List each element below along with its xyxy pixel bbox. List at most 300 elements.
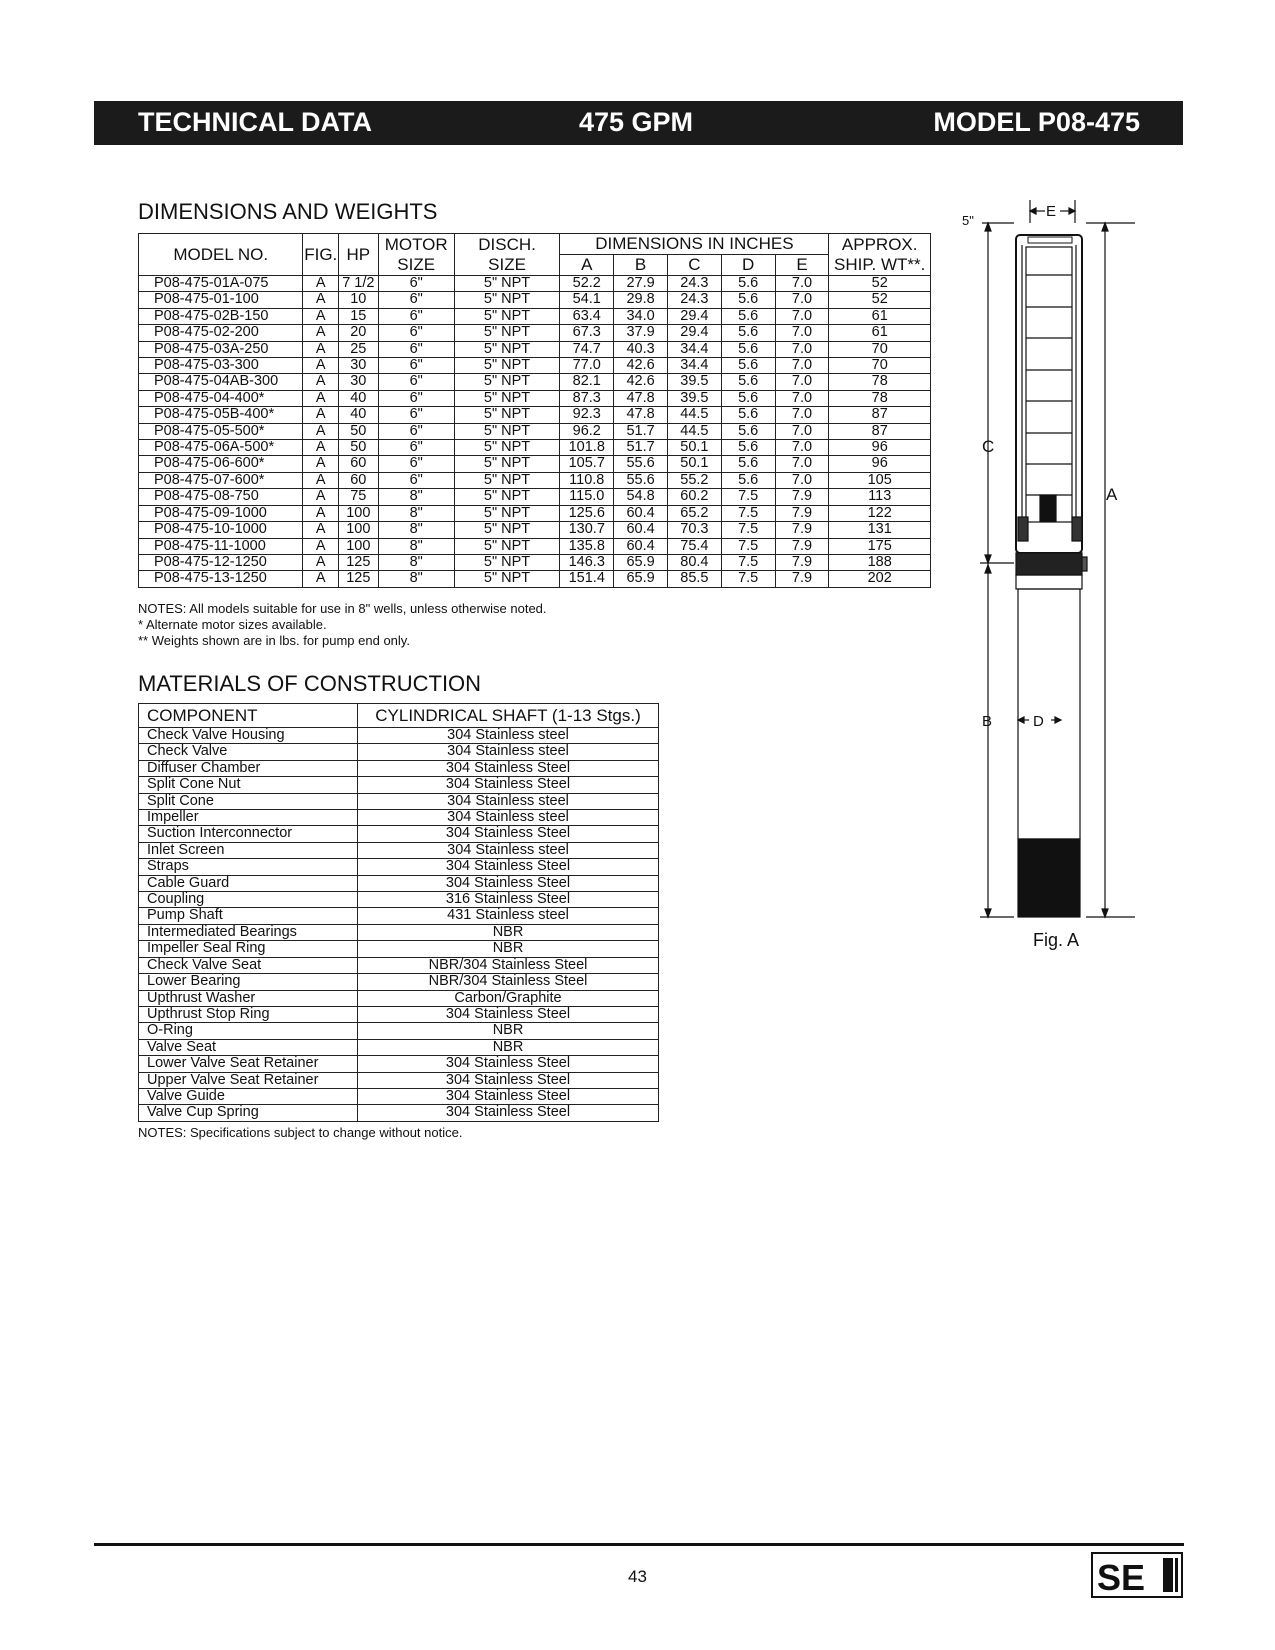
table-row bbox=[139, 489, 931, 505]
table-cell: 5" NPT bbox=[454, 472, 560, 488]
table-cell: 75.4 bbox=[667, 538, 721, 554]
table-cell: Upthrust Washer bbox=[139, 990, 358, 1006]
table-cell: NBR bbox=[358, 1039, 659, 1055]
table-cell: 105.7 bbox=[560, 456, 614, 472]
table-cell: 77.0 bbox=[560, 358, 614, 374]
table-cell: P08-475-11-1000 bbox=[139, 538, 303, 554]
table-cell: 34.0 bbox=[614, 308, 668, 324]
table-cell: 6" bbox=[378, 341, 454, 357]
table-cell: 7.5 bbox=[721, 571, 775, 587]
header-title: TECHNICAL DATA bbox=[138, 107, 372, 137]
table-row bbox=[139, 941, 659, 957]
table-cell: 304 Stainless Steel bbox=[358, 875, 659, 891]
table-cell: 67.3 bbox=[560, 325, 614, 341]
table-row bbox=[139, 522, 931, 538]
table-cell: 130.7 bbox=[560, 522, 614, 538]
table-cell: 55.2 bbox=[667, 472, 721, 488]
table-cell: P08-475-09-1000 bbox=[139, 505, 303, 521]
col-d: D bbox=[721, 255, 775, 276]
table-cell: 7.0 bbox=[775, 390, 829, 406]
col-model: MODEL NO. bbox=[139, 234, 303, 276]
table-cell: 6" bbox=[378, 472, 454, 488]
table-cell: 63.4 bbox=[560, 308, 614, 324]
table-cell: A bbox=[303, 489, 339, 505]
table-cell: P08-475-03A-250 bbox=[139, 341, 303, 357]
table-cell: 34.4 bbox=[667, 341, 721, 357]
table-cell: 100 bbox=[339, 538, 379, 554]
header-model: MODEL P08-475 bbox=[933, 107, 1140, 137]
table-cell: 7.9 bbox=[775, 505, 829, 521]
table-cell: 5" NPT bbox=[454, 505, 560, 521]
table-cell: Lower Valve Seat Retainer bbox=[139, 1056, 358, 1072]
label-a: A bbox=[1106, 485, 1118, 504]
table-cell: P08-475-06-600* bbox=[139, 456, 303, 472]
table-cell: NBR bbox=[358, 1023, 659, 1039]
table-cell: A bbox=[303, 308, 339, 324]
table-cell: P08-475-03-300 bbox=[139, 358, 303, 374]
table-cell: 125 bbox=[339, 554, 379, 570]
table-cell: 10 bbox=[339, 292, 379, 308]
table-cell: 78 bbox=[829, 390, 931, 406]
materials-table bbox=[138, 703, 659, 1122]
table-cell: 5" NPT bbox=[454, 407, 560, 423]
table-cell: 8" bbox=[378, 522, 454, 538]
table-cell: A bbox=[303, 505, 339, 521]
table-row bbox=[139, 1056, 659, 1072]
table-cell: 44.5 bbox=[667, 423, 721, 439]
table-cell: 7.0 bbox=[775, 472, 829, 488]
table-cell: P08-475-06A-500* bbox=[139, 440, 303, 456]
table-cell: 8" bbox=[378, 571, 454, 587]
table-cell: 7.9 bbox=[775, 522, 829, 538]
table-cell: 8" bbox=[378, 538, 454, 554]
table-cell: 110.8 bbox=[560, 472, 614, 488]
table-cell: 5.6 bbox=[721, 325, 775, 341]
table-cell: A bbox=[303, 341, 339, 357]
table-cell: Valve Guide bbox=[139, 1088, 358, 1104]
col-material: CYLINDRICAL SHAFT (1-13 Stgs.) bbox=[358, 704, 659, 728]
table-cell: 7 1/2 bbox=[339, 276, 379, 292]
table-cell: 51.7 bbox=[614, 440, 668, 456]
table-row bbox=[139, 505, 931, 521]
table-cell: 304 Stainless Steel bbox=[358, 1056, 659, 1072]
note-line: * Alternate motor sizes available. bbox=[138, 617, 327, 632]
table-cell: A bbox=[303, 472, 339, 488]
table-cell: 30 bbox=[339, 358, 379, 374]
table-cell: 6" bbox=[378, 423, 454, 439]
table-cell: Upthrust Stop Ring bbox=[139, 1006, 358, 1022]
table-cell: 7.9 bbox=[775, 538, 829, 554]
table-cell: 5.6 bbox=[721, 341, 775, 357]
table-cell: Check Valve Housing bbox=[139, 728, 358, 744]
table-cell: 7.5 bbox=[721, 538, 775, 554]
table-cell: 6" bbox=[378, 440, 454, 456]
table-row bbox=[139, 554, 931, 570]
table-cell: A bbox=[303, 407, 339, 423]
col-c: C bbox=[667, 255, 721, 276]
table-cell: Impeller bbox=[139, 810, 358, 826]
table-cell: 29.4 bbox=[667, 325, 721, 341]
note-line: NOTES: All models suitable for use in 8" wells, unless otherwise noted. bbox=[138, 601, 547, 616]
table-row bbox=[139, 407, 931, 423]
table-cell: 40 bbox=[339, 407, 379, 423]
table-cell: A bbox=[303, 440, 339, 456]
header-flow-rate: 475 GPM bbox=[579, 107, 694, 137]
table-cell: 5" NPT bbox=[454, 571, 560, 587]
table-cell: Upper Valve Seat Retainer bbox=[139, 1072, 358, 1088]
table-row bbox=[139, 341, 931, 357]
table-row bbox=[139, 1105, 659, 1121]
table-cell: 5" NPT bbox=[454, 554, 560, 570]
table-row bbox=[139, 456, 931, 472]
table-cell: 50.1 bbox=[667, 456, 721, 472]
table-row bbox=[139, 1039, 659, 1055]
table-row bbox=[139, 1088, 659, 1104]
table-row bbox=[139, 744, 659, 760]
table-cell: 100 bbox=[339, 505, 379, 521]
table-row bbox=[139, 1072, 659, 1088]
table-cell: 5" NPT bbox=[454, 456, 560, 472]
table-cell: 78 bbox=[829, 374, 931, 390]
table-cell: Inlet Screen bbox=[139, 842, 358, 858]
table-cell: Carbon/Graphite bbox=[358, 990, 659, 1006]
table-row bbox=[139, 842, 659, 858]
table-cell: P08-475-12-1250 bbox=[139, 554, 303, 570]
table-cell: 75 bbox=[339, 489, 379, 505]
table-cell: 135.8 bbox=[560, 538, 614, 554]
table-cell: Pump Shaft bbox=[139, 908, 358, 924]
table-row bbox=[139, 571, 931, 587]
table-cell: P08-475-04AB-300 bbox=[139, 374, 303, 390]
table-cell: 39.5 bbox=[667, 390, 721, 406]
table-cell: Cable Guard bbox=[139, 875, 358, 891]
table-cell: A bbox=[303, 522, 339, 538]
table-cell: Intermediated Bearings bbox=[139, 924, 358, 940]
table-row bbox=[139, 374, 931, 390]
table-cell: Lower Bearing bbox=[139, 974, 358, 990]
table-cell: 304 Stainless steel bbox=[358, 728, 659, 744]
table-row bbox=[139, 358, 931, 374]
table-cell: A bbox=[303, 423, 339, 439]
figure-caption: Fig. A bbox=[1033, 930, 1080, 950]
table-cell: 47.8 bbox=[614, 390, 668, 406]
table-cell: 122 bbox=[829, 505, 931, 521]
page-number: 43 bbox=[628, 1567, 647, 1586]
table-cell: 202 bbox=[829, 571, 931, 587]
table-cell: 105 bbox=[829, 472, 931, 488]
table-cell: 6" bbox=[378, 374, 454, 390]
table-row bbox=[139, 810, 659, 826]
table-row bbox=[139, 908, 659, 924]
page-header bbox=[94, 101, 1183, 145]
table-cell: 304 Stainless Steel bbox=[358, 1088, 659, 1104]
table-cell: 6" bbox=[378, 390, 454, 406]
table-cell: 6" bbox=[378, 308, 454, 324]
table-cell: 304 Stainless Steel bbox=[358, 1072, 659, 1088]
table-cell: 65.9 bbox=[614, 571, 668, 587]
table-cell: 50 bbox=[339, 440, 379, 456]
table-cell: 70 bbox=[829, 341, 931, 357]
table-cell: 5.6 bbox=[721, 440, 775, 456]
table-row bbox=[139, 1023, 659, 1039]
table-cell: 7.5 bbox=[721, 505, 775, 521]
table-row bbox=[139, 1006, 659, 1022]
table-row bbox=[139, 276, 931, 292]
table-cell: Valve Cup Spring bbox=[139, 1105, 358, 1121]
table-cell: 51.7 bbox=[614, 423, 668, 439]
materials-notes: NOTES: Specifications subject to change without notice. bbox=[138, 1125, 463, 1140]
table-cell: A bbox=[303, 374, 339, 390]
table-cell: 27.9 bbox=[614, 276, 668, 292]
col-b: B bbox=[614, 255, 668, 276]
table-cell: 70.3 bbox=[667, 522, 721, 538]
table-cell: Split Cone Nut bbox=[139, 777, 358, 793]
table-cell: 60.4 bbox=[614, 538, 668, 554]
table-cell: 39.5 bbox=[667, 374, 721, 390]
table-cell: 5" NPT bbox=[454, 358, 560, 374]
table-cell: P08-475-05B-400* bbox=[139, 407, 303, 423]
table-cell: 5" NPT bbox=[454, 374, 560, 390]
table-cell: P08-475-01-100 bbox=[139, 292, 303, 308]
col-a: A bbox=[560, 255, 614, 276]
table-row bbox=[139, 423, 931, 439]
table-cell: P08-475-13-1250 bbox=[139, 571, 303, 587]
table-row bbox=[139, 538, 931, 554]
table-cell: P08-475-08-750 bbox=[139, 489, 303, 505]
table-cell: 7.0 bbox=[775, 308, 829, 324]
table-cell: 40.3 bbox=[614, 341, 668, 357]
table-cell: 6" bbox=[378, 358, 454, 374]
col-disch: DISCH. SIZE bbox=[454, 234, 560, 276]
table-cell: 146.3 bbox=[560, 554, 614, 570]
table-row bbox=[139, 390, 931, 406]
col-component: COMPONENT bbox=[139, 704, 358, 728]
table-cell: 151.4 bbox=[560, 571, 614, 587]
logo-lettering: SE bbox=[1097, 1557, 1146, 1598]
table-row bbox=[139, 308, 931, 324]
table-cell: 60 bbox=[339, 472, 379, 488]
table-cell: 87 bbox=[829, 423, 931, 439]
table-cell: P08-475-02B-150 bbox=[139, 308, 303, 324]
label-b: B bbox=[982, 713, 993, 730]
table-cell: 7.0 bbox=[775, 325, 829, 341]
col-fig: FIG. bbox=[303, 234, 339, 276]
table-cell: 74.7 bbox=[560, 341, 614, 357]
table-row bbox=[139, 440, 931, 456]
table-cell: 5" NPT bbox=[454, 276, 560, 292]
table-cell: 5" NPT bbox=[454, 292, 560, 308]
table-cell: 7.0 bbox=[775, 407, 829, 423]
table-cell: 96 bbox=[829, 440, 931, 456]
table-cell: 60.4 bbox=[614, 505, 668, 521]
table-cell: 42.6 bbox=[614, 374, 668, 390]
table-cell: 5" NPT bbox=[454, 489, 560, 505]
table-cell: 304 Stainless Steel bbox=[358, 777, 659, 793]
col-dims-group: DIMENSIONS IN INCHES bbox=[560, 234, 829, 255]
table-row bbox=[139, 728, 659, 744]
table-cell: 7.9 bbox=[775, 489, 829, 505]
table-cell: 7.0 bbox=[775, 358, 829, 374]
table-cell: 55.6 bbox=[614, 456, 668, 472]
table-cell: 5" NPT bbox=[454, 522, 560, 538]
table-cell: 61 bbox=[829, 308, 931, 324]
table-cell: P08-475-02-200 bbox=[139, 325, 303, 341]
table-cell: 6" bbox=[378, 292, 454, 308]
table-row bbox=[139, 292, 931, 308]
table-cell: 70 bbox=[829, 358, 931, 374]
table-cell: A bbox=[303, 554, 339, 570]
table-cell: 50 bbox=[339, 423, 379, 439]
table-cell: 65.9 bbox=[614, 554, 668, 570]
table-row bbox=[139, 760, 659, 776]
table-cell: 304 Stainless steel bbox=[358, 842, 659, 858]
table-cell: 52.2 bbox=[560, 276, 614, 292]
table-cell: 40 bbox=[339, 390, 379, 406]
table-cell: 5" NPT bbox=[454, 538, 560, 554]
table-cell: 304 Stainless steel bbox=[358, 793, 659, 809]
table-cell: 188 bbox=[829, 554, 931, 570]
table-cell: 7.0 bbox=[775, 341, 829, 357]
table-cell: 34.4 bbox=[667, 358, 721, 374]
table-cell: 431 Stainless steel bbox=[358, 908, 659, 924]
table-row bbox=[139, 974, 659, 990]
materials-title: MATERIALS OF CONSTRUCTION bbox=[138, 671, 482, 696]
table-cell: Check Valve bbox=[139, 744, 358, 760]
table-cell: P08-475-07-600* bbox=[139, 472, 303, 488]
table-cell: 101.8 bbox=[560, 440, 614, 456]
table-cell: 6" bbox=[378, 456, 454, 472]
table-cell: 8" bbox=[378, 505, 454, 521]
table-cell: 24.3 bbox=[667, 276, 721, 292]
table-cell: 85.5 bbox=[667, 571, 721, 587]
table-cell: 7.5 bbox=[721, 554, 775, 570]
table-cell: 82.1 bbox=[560, 374, 614, 390]
table-cell: O-Ring bbox=[139, 1023, 358, 1039]
table-cell: A bbox=[303, 456, 339, 472]
table-cell: A bbox=[303, 358, 339, 374]
table-cell: 7.9 bbox=[775, 571, 829, 587]
table-row bbox=[139, 957, 659, 973]
table-cell: A bbox=[303, 276, 339, 292]
table-cell: Coupling bbox=[139, 892, 358, 908]
table-cell: Split Cone bbox=[139, 793, 358, 809]
table-cell: 96.2 bbox=[560, 423, 614, 439]
label-e: E bbox=[1046, 203, 1057, 220]
table-cell: 7.0 bbox=[775, 456, 829, 472]
table-cell: 5.6 bbox=[721, 374, 775, 390]
table-cell: Diffuser Chamber bbox=[139, 760, 358, 776]
table-cell: 7.0 bbox=[775, 292, 829, 308]
table-cell: 87 bbox=[829, 407, 931, 423]
table-cell: NBR/304 Stainless Steel bbox=[358, 957, 659, 973]
label-c: C bbox=[982, 437, 995, 456]
table-cell: 6" bbox=[378, 407, 454, 423]
table-cell: 5" NPT bbox=[454, 308, 560, 324]
table-cell: 7.9 bbox=[775, 554, 829, 570]
table-cell: 7.5 bbox=[721, 522, 775, 538]
sei-logo bbox=[1091, 1552, 1183, 1598]
pump-diagram bbox=[960, 195, 1160, 955]
table-cell: 24.3 bbox=[667, 292, 721, 308]
table-cell: 131 bbox=[829, 522, 931, 538]
label-5in: 5" bbox=[962, 213, 974, 228]
table-cell: 50.1 bbox=[667, 440, 721, 456]
table-cell: 65.2 bbox=[667, 505, 721, 521]
table-cell: 100 bbox=[339, 522, 379, 538]
table-cell: 304 Stainless steel bbox=[358, 744, 659, 760]
table-cell: NBR bbox=[358, 941, 659, 957]
table-cell: 125 bbox=[339, 571, 379, 587]
table-cell: 29.8 bbox=[614, 292, 668, 308]
table-cell: 29.4 bbox=[667, 308, 721, 324]
table-cell: P08-475-10-1000 bbox=[139, 522, 303, 538]
table-cell: 52 bbox=[829, 292, 931, 308]
table-cell: 5" NPT bbox=[454, 325, 560, 341]
table-cell: 44.5 bbox=[667, 407, 721, 423]
table-cell: 304 Stainless Steel bbox=[358, 859, 659, 875]
table-cell: 5" NPT bbox=[454, 341, 560, 357]
table-cell: 47.8 bbox=[614, 407, 668, 423]
table-cell: 92.3 bbox=[560, 407, 614, 423]
dimensions-notes bbox=[138, 601, 547, 649]
table-cell: 7.0 bbox=[775, 440, 829, 456]
table-cell: P08-475-01A-075 bbox=[139, 276, 303, 292]
table-cell: 60.2 bbox=[667, 489, 721, 505]
table-row bbox=[139, 472, 931, 488]
table-cell: P08-475-04-400* bbox=[139, 390, 303, 406]
table-cell: 125.6 bbox=[560, 505, 614, 521]
table-cell: 304 Stainless Steel bbox=[358, 1006, 659, 1022]
table-row bbox=[139, 875, 659, 891]
table-cell: 5.6 bbox=[721, 292, 775, 308]
table-row bbox=[139, 777, 659, 793]
table-cell: 6" bbox=[378, 276, 454, 292]
table-cell: 60 bbox=[339, 456, 379, 472]
table-cell: 304 Stainless Steel bbox=[358, 760, 659, 776]
col-weight: APPROX. SHIP. WT**. bbox=[829, 234, 931, 276]
col-e: E bbox=[775, 255, 829, 276]
table-cell: Valve Seat bbox=[139, 1039, 358, 1055]
table-cell: 6" bbox=[378, 325, 454, 341]
table-cell: 25 bbox=[339, 341, 379, 357]
table-cell: 87.3 bbox=[560, 390, 614, 406]
table-cell: 304 Stainless Steel bbox=[358, 826, 659, 842]
table-cell: 7.5 bbox=[721, 489, 775, 505]
table-cell: Straps bbox=[139, 859, 358, 875]
table-cell: 316 Stainless Steel bbox=[358, 892, 659, 908]
table-cell: 5.6 bbox=[721, 358, 775, 374]
table-cell: 52 bbox=[829, 276, 931, 292]
table-cell: 5.6 bbox=[721, 407, 775, 423]
table-cell: 115.0 bbox=[560, 489, 614, 505]
dimensions-title: DIMENSIONS AND WEIGHTS bbox=[138, 199, 438, 224]
footer-divider bbox=[94, 1543, 1184, 1546]
table-cell: A bbox=[303, 292, 339, 308]
table-row bbox=[139, 793, 659, 809]
table-cell: NBR/304 Stainless Steel bbox=[358, 974, 659, 990]
dimensions-table bbox=[138, 233, 931, 588]
table-cell: 80.4 bbox=[667, 554, 721, 570]
table-cell: 304 Stainless Steel bbox=[358, 1105, 659, 1121]
table-cell: 5" NPT bbox=[454, 423, 560, 439]
table-cell: 15 bbox=[339, 308, 379, 324]
table-cell: 7.0 bbox=[775, 374, 829, 390]
col-hp: HP bbox=[339, 234, 379, 276]
table-cell: 20 bbox=[339, 325, 379, 341]
table-cell: A bbox=[303, 325, 339, 341]
table-cell: A bbox=[303, 390, 339, 406]
table-cell: 304 Stainless steel bbox=[358, 810, 659, 826]
